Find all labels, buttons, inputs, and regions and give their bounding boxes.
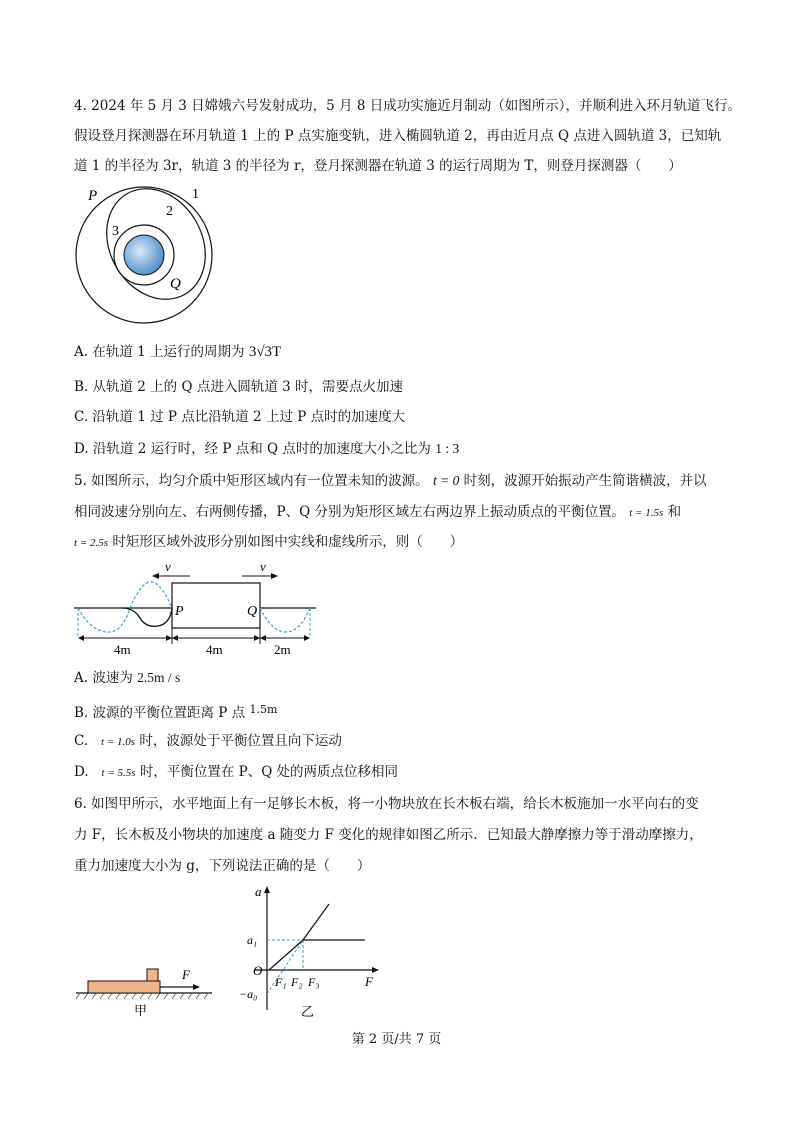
axis-a: a [255,884,262,899]
origin: O [253,963,263,978]
wave-dashed-left [78,582,172,632]
caption-jia: 甲 [134,1003,148,1018]
q4-line3: 道 1 的半径为 3r，轨道 3 的半径为 r，登月探测器在轨道 3 的运行周期为 T，则登月探测器（ ） [74,158,682,174]
q4-option-d: D. 沿轨道 2 运行时，经 P 点和 Q 点时的加速度大小之比为 1 : 3 [74,441,460,457]
label-3: 3 [112,224,119,239]
q6-line3: 重力加速度大小为 g，下列说法正确的是（ ） [74,858,371,874]
neg-a0-label: −a₀ [239,987,258,1001]
q5-line2: 相同波速分别向左、右两侧传播，P、Q 分别为矩形区域左右两边界上振动质点的平衡位置。 t = 1.5s 和 [74,504,682,520]
q4-line1: 4. 2024 年 5 月 3 日嫦娥六号发射成功，5 月 8 日成功实施近月制动（如图所示），并顺利进入环月轨道飞行。 [74,98,741,114]
F1-label: F₁ [275,975,287,989]
force-label: F [182,967,190,982]
label-Q: Q [170,276,181,292]
v-right-label: v [260,560,266,574]
long-board [88,981,160,993]
F3-label: F₃ [308,975,320,989]
moon [124,235,164,275]
small-block [147,969,158,981]
dist-4m-b: 4m [206,642,223,657]
wave-dashed-right [260,608,310,632]
label-P: P [88,188,98,204]
a1-label: a₁ [247,933,258,947]
caption-yi: 乙 [301,1004,315,1019]
q5-line1: 5. 如图所示，均匀介质中矩形区域内有一位置未知的波源。 t = 0 时刻，波源开始振动产生简谐横波，并以 [74,473,707,489]
q4-option-a: A. 在轨道 1 上运行的周期为 3√3T [74,344,282,360]
dist-4m-a: 4m [114,642,131,657]
page-footer: 第 2 页/共 7 页 [351,1032,442,1047]
q5-option-b: B. 波源的平衡位置距离 P 点 $^{1.5m}$ [74,703,278,721]
label-2: 2 [166,204,173,219]
label-P: P [175,604,184,619]
label-1: 1 [192,187,199,202]
q6-line1: 6. 如图甲所示，水平地面上有一足够长木板，将一小物块放在长木板右端，给长木板施加一水平向右的变 [74,796,699,812]
q6-fig-jia [72,955,222,1020]
q6-fig-yi [225,882,390,1022]
v-left-label: v [165,560,171,574]
q5-option-c: C. t = 1.0s 时，波源处于平衡位置且向下运动 [74,733,342,749]
q5-option-a: A. 波速为 2.5m / s [74,670,181,686]
q5-option-d: D. t = 5.5s 时，平衡位置在 P、Q 处的两质点位移相同 [74,764,399,780]
q6-line2: 力 F，长木板及小物块的加速度 a 随变力 F 变化的规律如图乙所示．已知最大静摩擦力等于滑动摩擦力， [74,827,703,843]
F2-label: F₂ [291,975,303,989]
q4-option-b: B. 从轨道 2 上的 Q 点进入圆轨道 3 时，需要点火加速 [74,379,403,395]
label-Q: Q [247,604,258,619]
q5-line3: t = 2.5s 时矩形区域外波形分别如图中实线和虚线所示，则（ ） [74,534,464,550]
q4-option-c: C. 沿轨道 1 过 P 点比沿轨道 2 上过 P 点时的加速度大 [74,409,406,425]
dist-2m: 2m [274,642,291,657]
q5-wave-figure [72,560,322,660]
axis-F: F [365,974,373,989]
q4-line2: 假设登月探测器在环月轨道 1 上的 P 点实施变轨，进入椭圆轨道 2，再由近月点 Q 点进入圆轨道 3，已知轨 [74,128,722,144]
q4-orbit-figure [70,180,230,340]
